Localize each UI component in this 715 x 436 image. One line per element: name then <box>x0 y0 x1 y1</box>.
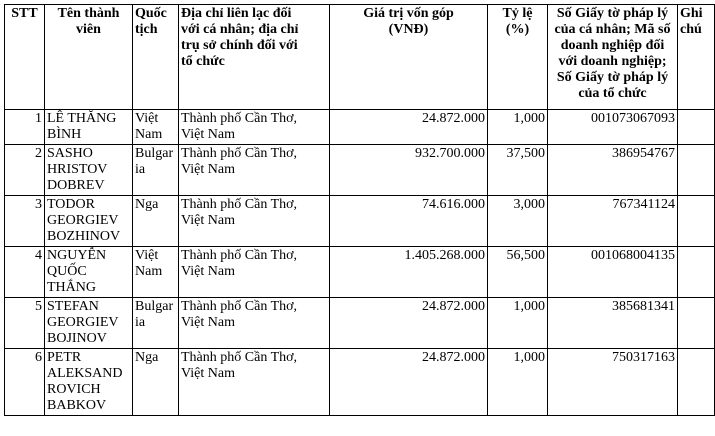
table-row <box>5 110 715 145</box>
cell-note <box>678 298 715 349</box>
cell-member-name: PETR ALEKSAND ROVICH BABKOV <box>45 349 133 416</box>
header-member-name: Tên thành viên <box>45 5 133 110</box>
cell-ratio: 1,000 <box>488 110 548 145</box>
cell-stt: 6 <box>5 349 45 416</box>
table-row <box>5 145 715 196</box>
cell-note <box>678 145 715 196</box>
table-row <box>5 298 715 349</box>
header-note: Ghi chú <box>678 5 715 110</box>
cell-capital-value: 24.872.000 <box>330 298 488 349</box>
cell-legal-doc-number: 001068004135 <box>548 247 678 298</box>
cell-capital-value: 74.616.000 <box>330 196 488 247</box>
cell-address: Thành phố Cần Thơ, Việt Nam <box>179 145 330 196</box>
cell-stt: 4 <box>5 247 45 298</box>
table-row <box>5 247 715 298</box>
cell-nationality: Nga <box>133 349 179 416</box>
cell-address: Thành phố Cần Thơ, Việt Nam <box>179 349 330 416</box>
cell-member-name: NGUYỄN QUỐC THẮNG <box>45 247 133 298</box>
cell-note <box>678 196 715 247</box>
header-legal-doc-number: Số Giấy tờ pháp lý của cá nhân; Mã số doanh nghiệp đối với doanh nghiệp; Số Giấy tờ pháp lý của tổ chức <box>548 5 678 110</box>
cell-member-name: LÊ THĂNG BÌNH <box>45 110 133 145</box>
header-stt: STT <box>5 5 45 110</box>
cell-legal-doc-number: 001073067093 <box>548 110 678 145</box>
header-ratio: Tỷ lệ (%) <box>488 5 548 110</box>
cell-legal-doc-number: 386954767 <box>548 145 678 196</box>
header-nationality: Quốc tịch <box>133 5 179 110</box>
cell-address: Thành phố Cần Thơ, Việt Nam <box>179 196 330 247</box>
cell-address: Thành phố Cần Thơ, Việt Nam <box>179 247 330 298</box>
cell-nationality: Việt Nam <box>133 247 179 298</box>
cell-stt: 5 <box>5 298 45 349</box>
cell-capital-value: 932.700.000 <box>330 145 488 196</box>
cell-note <box>678 247 715 298</box>
cell-member-name: TODOR GEORGIEV BOZHINOV <box>45 196 133 247</box>
cell-capital-value: 1.405.268.000 <box>330 247 488 298</box>
cell-nationality: Việt Nam <box>133 110 179 145</box>
table-row <box>5 196 715 247</box>
cell-capital-value: 24.872.000 <box>330 349 488 416</box>
cell-nationality: Nga <box>133 196 179 247</box>
cell-capital-value: 24.872.000 <box>330 110 488 145</box>
cell-stt: 2 <box>5 145 45 196</box>
table-row <box>5 349 715 416</box>
cell-ratio: 37,500 <box>488 145 548 196</box>
cell-note <box>678 110 715 145</box>
cell-address: Thành phố Cần Thơ, Việt Nam <box>179 110 330 145</box>
members-table <box>4 4 715 416</box>
cell-ratio: 56,500 <box>488 247 548 298</box>
cell-legal-doc-number: 385681341 <box>548 298 678 349</box>
header-row <box>5 5 715 110</box>
cell-member-name: STEFAN GEORGIEV BOJINOV <box>45 298 133 349</box>
header-capital-value: Giá trị vốn góp (VNĐ) <box>330 5 488 110</box>
cell-nationality: Bulgar ia <box>133 298 179 349</box>
cell-note <box>678 349 715 416</box>
cell-legal-doc-number: 767341124 <box>548 196 678 247</box>
cell-member-name: SASHO HRISTOV DOBREV <box>45 145 133 196</box>
cell-ratio: 1,000 <box>488 349 548 416</box>
cell-nationality: Bulgar ia <box>133 145 179 196</box>
cell-ratio: 3,000 <box>488 196 548 247</box>
cell-address: Thành phố Cần Thơ, Việt Nam <box>179 298 330 349</box>
cell-stt: 1 <box>5 110 45 145</box>
header-address: Địa chỉ liên lạc đối với cá nhân; địa chỉ trụ sở chính đối với tổ chức <box>179 5 330 110</box>
cell-legal-doc-number: 750317163 <box>548 349 678 416</box>
cell-stt: 3 <box>5 196 45 247</box>
cell-ratio: 1,000 <box>488 298 548 349</box>
